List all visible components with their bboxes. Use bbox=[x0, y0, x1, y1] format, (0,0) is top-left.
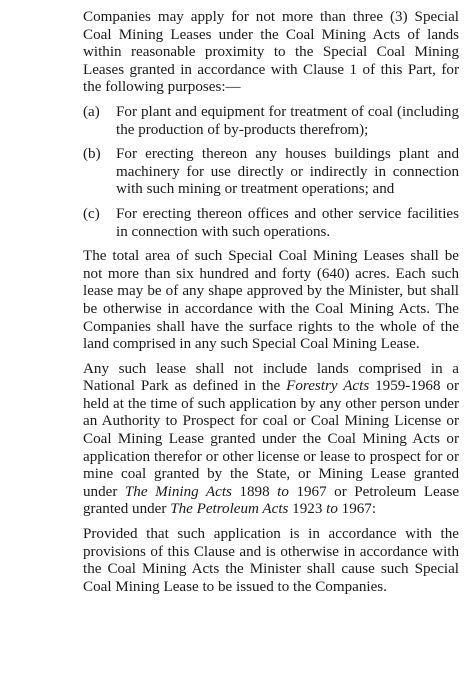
text-run: 1967: bbox=[337, 501, 377, 518]
list-item-b bbox=[83, 146, 459, 199]
list-item-label: (b) bbox=[83, 146, 101, 163]
list-item-c bbox=[83, 206, 459, 241]
list-item-a bbox=[83, 104, 459, 139]
list-item-text: For erecting thereon offices and other service facilities in connection with such operations. bbox=[116, 205, 459, 240]
text-run: Any such lease shall not include lands comprised in a National Park as defined in the bbox=[83, 360, 459, 395]
list-item-text: For plant and equipment for treatment of coal (including the production of by-products therefrom); bbox=[116, 103, 459, 138]
text-run: 1967 or Petroleum Lease granted under bbox=[83, 483, 460, 518]
list-item-text: For erecting thereon any houses buildings plant and machinery for use directly or indirectly in connection with such mining or treatment operations; and bbox=[116, 146, 459, 198]
document-page bbox=[83, 9, 459, 596]
area-paragraph: The total area of such Special Coal Mining Leases shall be not more than six hundred and forty (640) acres. Each such lease may be of any shape approved by the Minister, but shall be otherwise in accordance with the Coal Mining Acts. The Companies shall have the surface rights to the whole of the land comprised in any such Special Coal Mining Lease. bbox=[83, 248, 459, 353]
exclusion-paragraph bbox=[83, 361, 459, 519]
italic-word: to bbox=[326, 501, 338, 518]
act-title: The Mining Acts bbox=[124, 483, 232, 500]
text-run: 1923 bbox=[288, 501, 327, 518]
list-item-label: (c) bbox=[83, 205, 100, 222]
act-title: The Petroleum Acts bbox=[170, 501, 289, 518]
text-run: 1898 bbox=[231, 483, 278, 500]
italic-word: to bbox=[277, 483, 289, 500]
proviso-paragraph: Provided that such application is in accordance with the provisions of this Clause and is otherwise in accordance with the Coal Mining Acts the Minister shall cause such Special Coal Mining Lease to be issued to the Companies. bbox=[83, 526, 459, 595]
intro-paragraph: Companies may apply for not more than three (3) Special Coal Mining Leases under the Coal Mining Acts of lands within reasonable proximity to the Special Coal Mining Leases granted in accordance with Clause 1 of this Part, for the following purposes:— bbox=[83, 9, 459, 96]
list-item-label: (a) bbox=[83, 103, 100, 120]
act-title: Forestry Acts bbox=[286, 378, 370, 395]
text-run: 1959-1968 or held at the time of such application by any other person under an Authority to Prospect for coal or Coal Mining License or Coal Mining Lease granted under the Coal Mining Acts or application therefor or other license or lease to prospect for or mine coal granted by the State, or Mining Lease granted under bbox=[83, 378, 459, 500]
